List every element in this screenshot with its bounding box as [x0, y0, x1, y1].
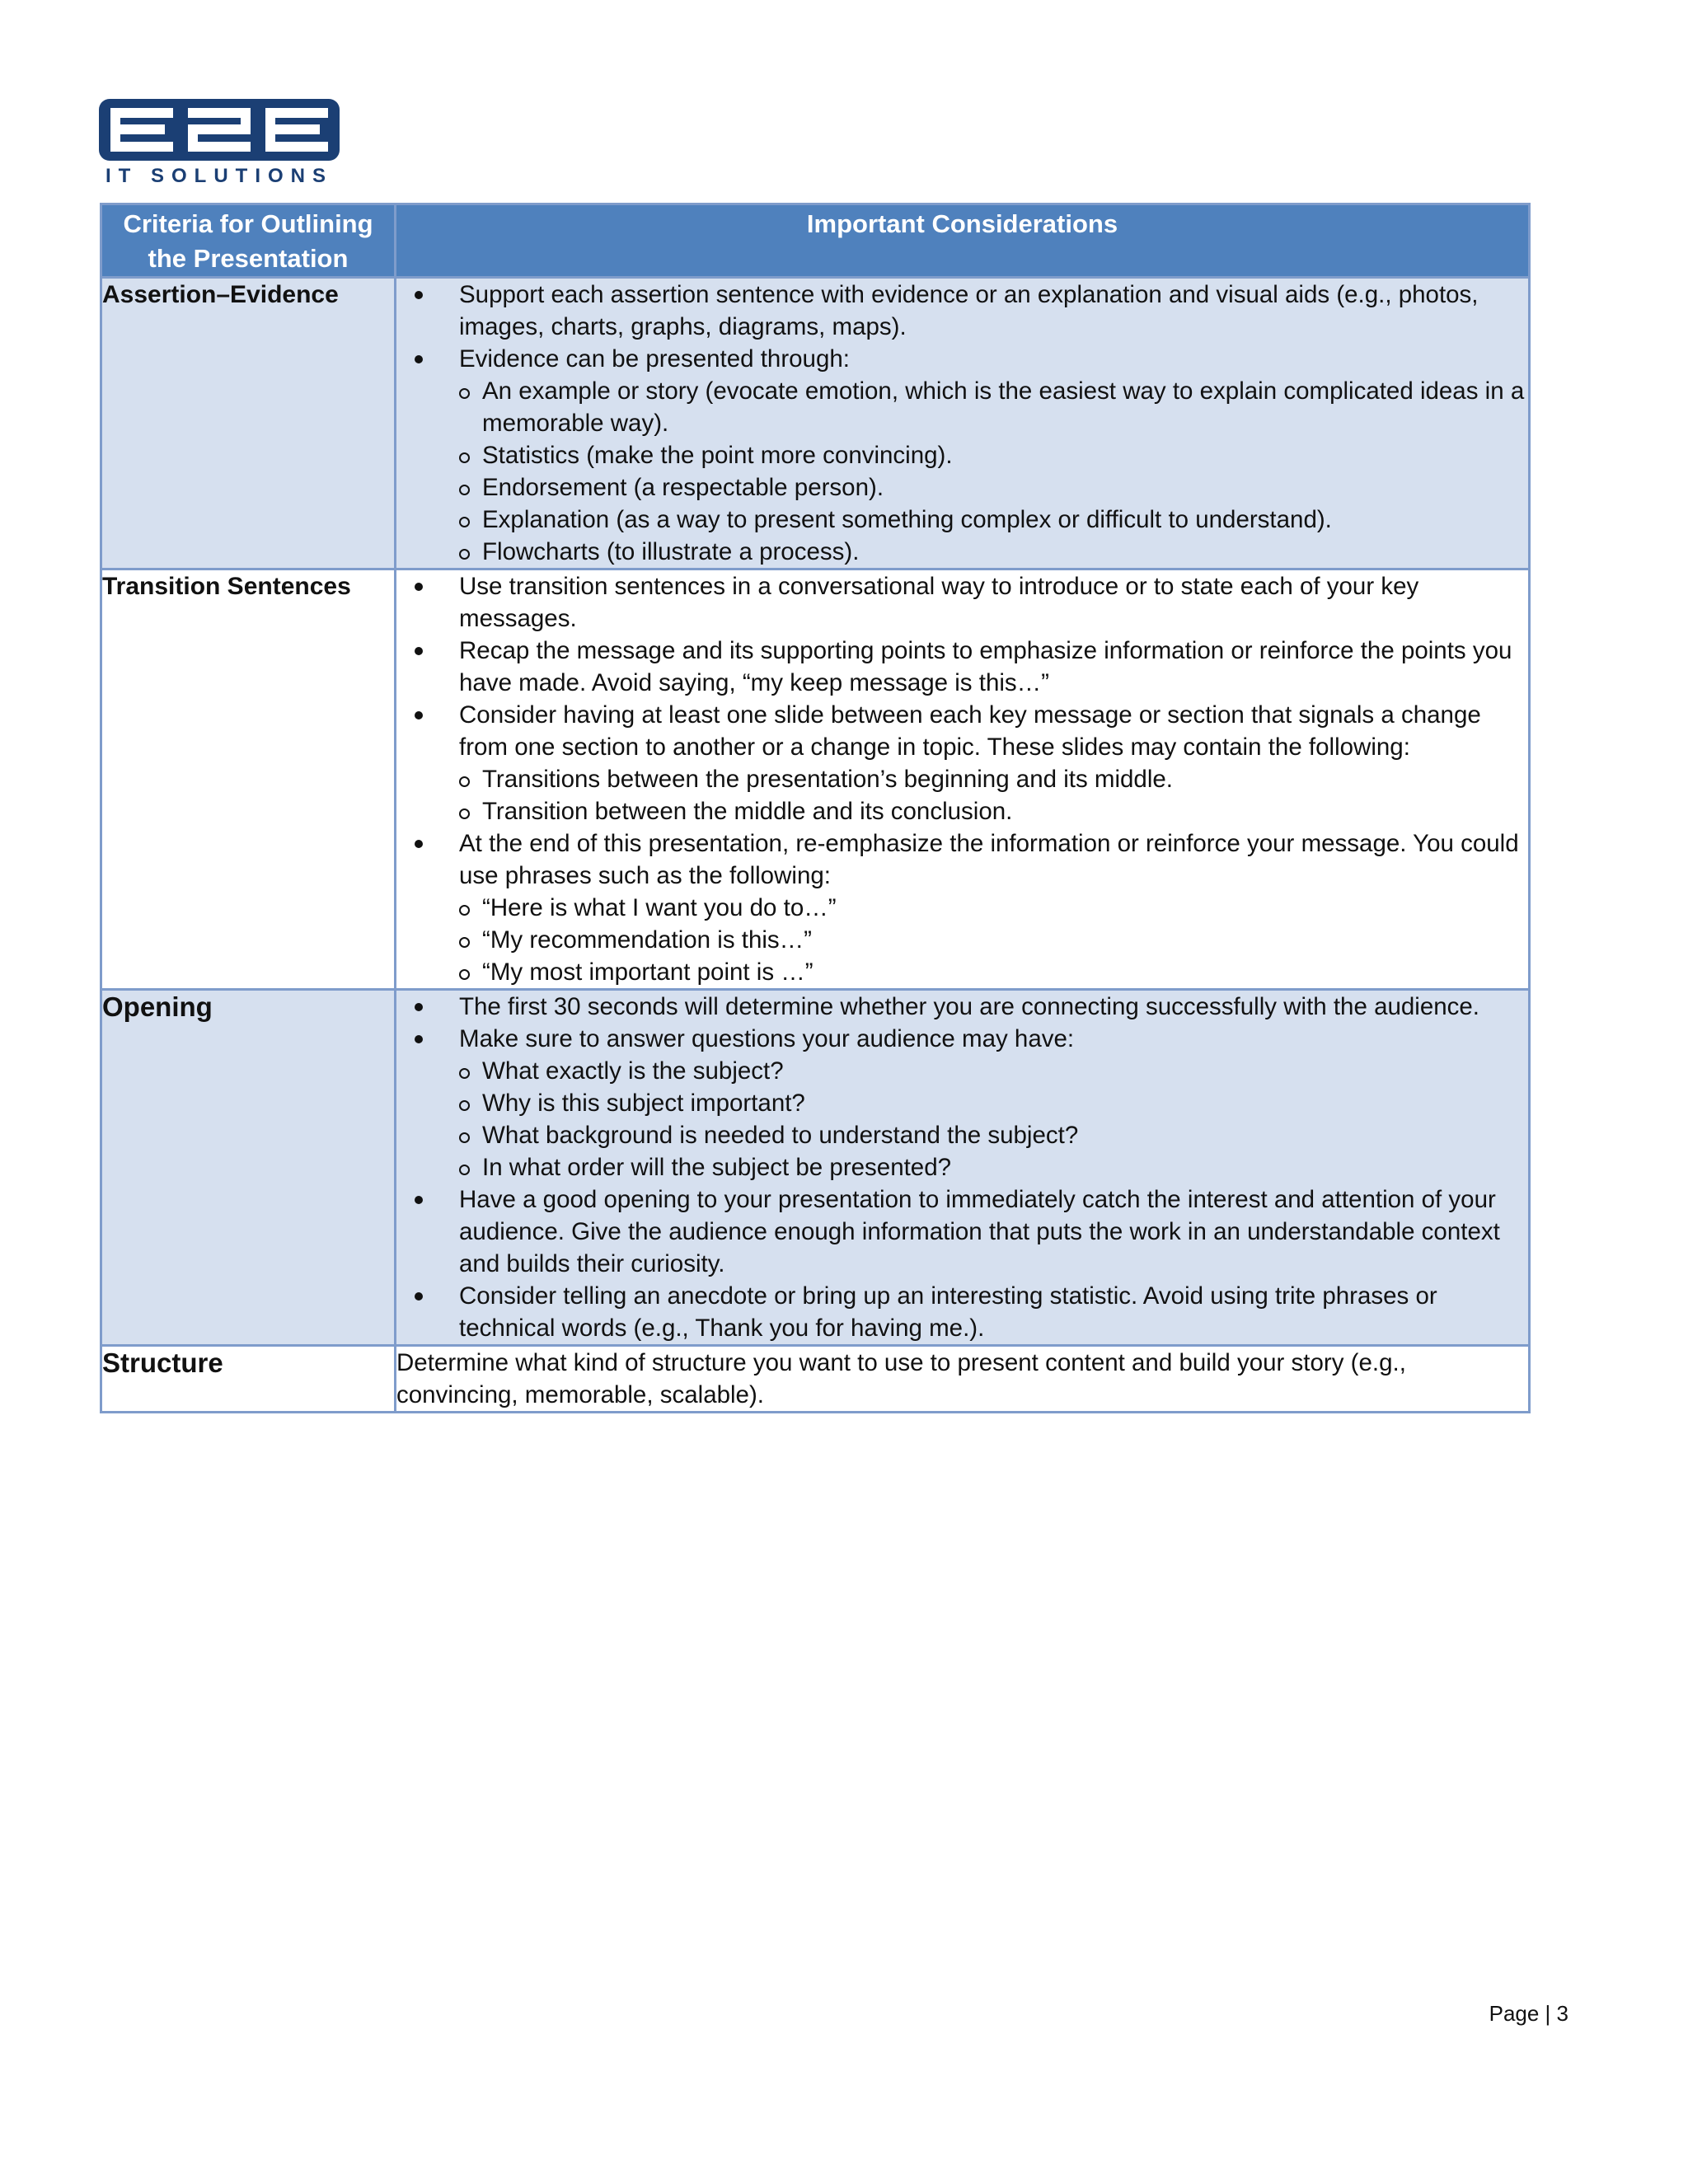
sub-bullet-item: “Here is what I want you do to…”	[396, 892, 1528, 924]
bullet-item	[396, 1023, 1528, 1183]
sub-bullet-item: Explanation (as a way to present something complex or difficult to understand).	[396, 504, 1528, 536]
sub-bullet-item: What exactly is the subject?	[396, 1055, 1528, 1087]
bullet-item: Support each assertion sentence with evidence or an explanation and visual aids (e.g., photos, images, charts, graphs, diagrams, maps).	[396, 279, 1528, 343]
bullet-list	[396, 570, 1528, 988]
bullet-list	[396, 991, 1528, 1344]
sub-bullet-item: What background is needed to understand the subject?	[396, 1119, 1528, 1151]
bullet-item	[396, 343, 1528, 568]
table-row	[101, 990, 1530, 1346]
bullet-item	[396, 699, 1528, 827]
sub-bullet-item: Flowcharts (to illustrate a process).	[396, 536, 1528, 568]
criteria-column-header: Criteria for Outlining the Presentation	[101, 204, 396, 278]
criterion-cell: Opening	[101, 990, 396, 1346]
sub-bullet-item: Statistics (make the point more convincing).	[396, 439, 1528, 471]
sub-bullet-item: An example or story (evocate emotion, which is the easiest way to explain complicated ideas in a memorable way).	[396, 375, 1528, 439]
considerations-cell	[396, 990, 1530, 1346]
criteria-table	[100, 203, 1531, 1413]
bullet-text: Consider having at least one slide between each key message or section that signals a change from one section to another or a change in topic. These slides may contain the following:	[459, 701, 1481, 761]
sub-bullet-item: “My most important point is …”	[396, 956, 1528, 988]
bullet-item: Use transition sentences in a conversational way to introduce or to state each of your key messages.	[396, 570, 1528, 635]
table-row	[101, 278, 1530, 569]
sub-bullet-item: Endorsement (a respectable person).	[396, 471, 1528, 504]
sub-bullet-item: Transitions between the presentation’s beginning and its middle.	[396, 763, 1528, 795]
sub-bullet-item: Why is this subject important?	[396, 1087, 1528, 1119]
considerations-cell: Determine what kind of structure you want to use to present content and build your story (e.g., convincing, memorable, scalable).	[396, 1346, 1530, 1413]
sub-bullet-item: Transition between the middle and its conclusion.	[396, 795, 1528, 827]
table-header-row	[101, 204, 1530, 278]
bullet-text: Evidence can be presented through:	[459, 345, 850, 373]
considerations-cell	[396, 569, 1530, 990]
bullet-text: At the end of this presentation, re-emphasize the information or reinforce your message. You could use phrases such as the following:	[459, 830, 1519, 889]
criterion-cell: Structure	[101, 1346, 396, 1413]
sub-bullet-list	[396, 892, 1528, 988]
considerations-column-header: Important Considerations	[396, 204, 1530, 278]
bullet-item	[396, 827, 1528, 988]
e2e-logo-icon	[99, 99, 340, 161]
considerations-cell	[396, 278, 1530, 569]
sub-bullet-list	[396, 763, 1528, 827]
sub-bullet-list	[396, 375, 1528, 568]
criterion-cell: Transition Sentences	[101, 569, 396, 990]
bullet-list	[396, 279, 1528, 568]
criterion-cell: Assertion–Evidence	[101, 278, 396, 569]
bullet-item: The first 30 seconds will determine whether you are connecting successfully with the audience.	[396, 991, 1528, 1023]
table-row	[101, 569, 1530, 990]
sub-bullet-item: In what order will the subject be presented?	[396, 1151, 1528, 1183]
table-row	[101, 1346, 1530, 1413]
bullet-item: Have a good opening to your presentation to immediately catch the interest and attention of your audience. Give the audience enough information that puts the work in an understandable context and builds their curiosity.	[396, 1183, 1528, 1280]
bullet-item: Recap the message and its supporting points to emphasize information or reinforce the points you have made. Avoid saying, “my keep message is this…”	[396, 635, 1528, 699]
page-number: Page | 3	[1489, 2001, 1568, 2026]
sub-bullet-list	[396, 1055, 1528, 1183]
sub-bullet-item: “My recommendation is this…”	[396, 924, 1528, 956]
bullet-item: Consider telling an anecdote or bring up an interesting statistic. Avoid using trite phrases or technical words (e.g., Thank you for having me.).	[396, 1280, 1528, 1344]
logo-subtitle: IT SOLUTIONS	[106, 165, 333, 187]
bullet-text: Make sure to answer questions your audience may have:	[459, 1025, 1075, 1052]
